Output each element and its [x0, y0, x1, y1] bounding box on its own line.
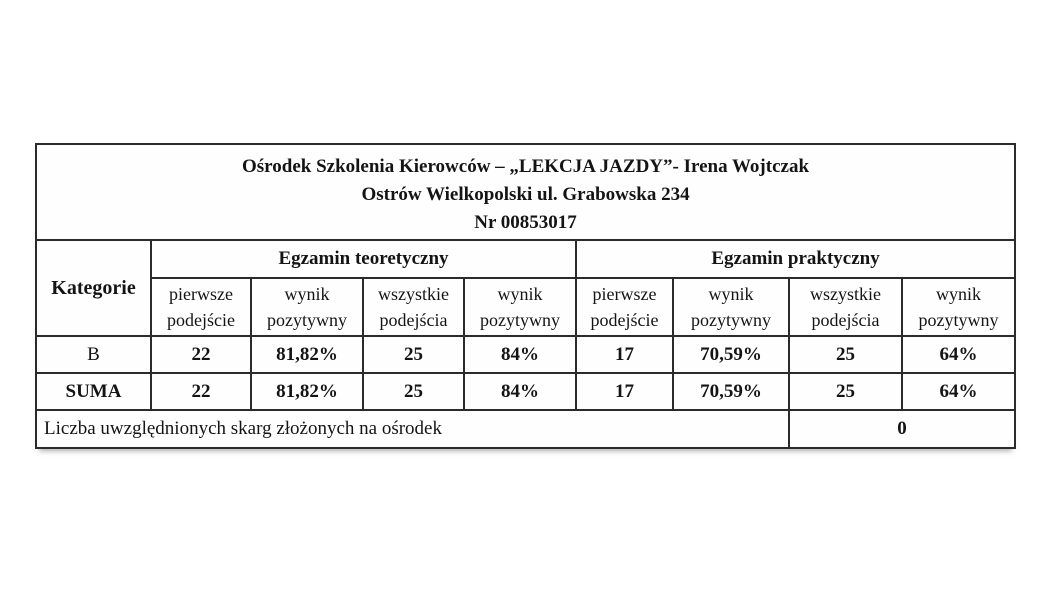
group-header-row: [36, 240, 1015, 278]
category-column-header: Kategorie: [36, 240, 151, 336]
subheader-practical-first-attempt: pierwsze podejście: [576, 278, 673, 336]
group-header-practical: Egzamin praktyczny: [576, 240, 1015, 278]
category-cell: SUMA: [36, 373, 151, 410]
table-row-suma: [36, 373, 1015, 410]
subheader-theoretical-positive-result-2: wynik pozytywny: [464, 278, 576, 336]
data-cell: 25: [363, 336, 464, 373]
title-row: [36, 144, 1015, 240]
data-cell: 25: [789, 336, 902, 373]
data-cell: 22: [151, 336, 251, 373]
complaints-value-cell: 0: [789, 410, 1015, 448]
title-line-1: Ośrodek Szkolenia Kierowców – „LEKCJA JAZDY”- Irena Wojtczak: [242, 156, 810, 177]
title-line-2: Ostrów Wielkopolski ul. Grabowska 234: [361, 184, 690, 205]
table-row-category-b: [36, 336, 1015, 373]
exam-results-table: [35, 143, 1016, 449]
data-cell: 70,59%: [673, 373, 789, 410]
subheader-practical-positive-result-1: wynik pozytywny: [673, 278, 789, 336]
subheader-theoretical-positive-result-1: wynik pozytywny: [251, 278, 363, 336]
complaints-row: [36, 410, 1015, 448]
data-cell: 81,82%: [251, 336, 363, 373]
data-cell: 25: [789, 373, 902, 410]
data-cell: 84%: [464, 373, 576, 410]
document-title: [36, 144, 1015, 240]
complaints-label-cell: Liczba uwzględnionych skarg złożonych na ośrodek: [36, 410, 789, 448]
data-cell: 84%: [464, 336, 576, 373]
data-cell: 17: [576, 336, 673, 373]
subheader-practical-positive-result-2: wynik pozytywny: [902, 278, 1015, 336]
data-cell: 64%: [902, 336, 1015, 373]
data-cell: 64%: [902, 373, 1015, 410]
category-cell: B: [36, 336, 151, 373]
title-line-3: Nr 00853017: [474, 212, 577, 233]
subheader-theoretical-first-attempt: pierwsze podejście: [151, 278, 251, 336]
data-cell: 25: [363, 373, 464, 410]
data-cell: 70,59%: [673, 336, 789, 373]
subheader-row: [36, 278, 1015, 336]
group-header-theoretical: Egzamin teoretyczny: [151, 240, 576, 278]
subheader-practical-all-attempts: wszystkie podejścia: [789, 278, 902, 336]
subheader-theoretical-all-attempts: wszystkie podejścia: [363, 278, 464, 336]
data-cell: 22: [151, 373, 251, 410]
data-cell: 17: [576, 373, 673, 410]
data-cell: 81,82%: [251, 373, 363, 410]
